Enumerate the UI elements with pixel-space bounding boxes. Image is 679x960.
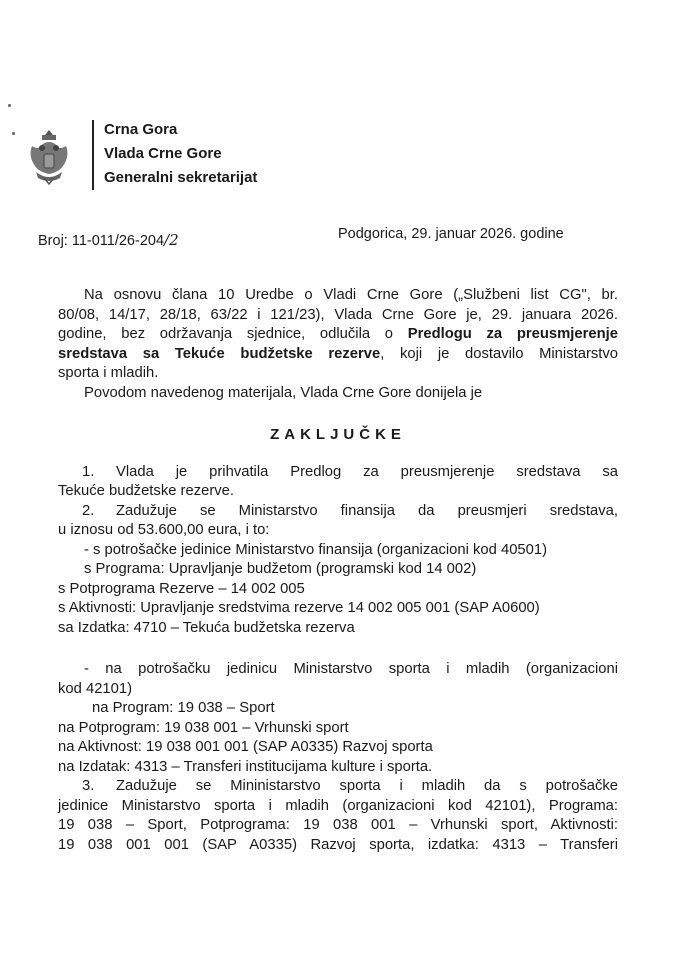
intro-text: godine, bez održavanja sjednice, odlučila o xyxy=(58,326,408,342)
intro-bold-text: Predlogu za preusmjerenje xyxy=(407,326,618,342)
intro-line xyxy=(58,345,618,365)
item-2-number: 2. xyxy=(82,502,95,519)
item-3-line xyxy=(58,777,618,797)
item-2-line: - na potrošačku jedinicu Ministarstvo sporta i mladih (organizacioni xyxy=(84,661,618,677)
intro-text: , koji je dostavilo Ministarstvo xyxy=(380,345,619,362)
intro-line: sporta i mladih. xyxy=(58,365,159,381)
item-2-line: s Aktivnosti: Upravljanje sredstvima rezerve 14 002 005 001 (SAP A0600) xyxy=(58,600,540,616)
item-3-line: 19 038 – Sport, Potprograma: 19 038 001 – Vrhunski sport, Aktivnosti: xyxy=(58,817,618,833)
header-government: Vlada Crne Gore xyxy=(104,145,222,162)
item-2-text: Zadužuje se Ministarstvo finansija da preusmjeri sredstava, xyxy=(116,502,618,519)
item-1-text: Vlada je prihvatila Predlog za preusmjerenje sredstava sa xyxy=(116,463,618,480)
coat-of-arms-icon xyxy=(26,128,72,186)
header-divider xyxy=(92,120,94,190)
item-2-line: u iznosu od 53.600,00 eura, i to: xyxy=(58,522,270,538)
spacer xyxy=(58,638,618,660)
item-2-line: na Aktivnost: 19 038 001 001 (SAP A0335) Razvoj sporta xyxy=(58,739,433,755)
item-1-number: 1. xyxy=(82,463,95,480)
scan-speck xyxy=(8,104,11,107)
item-3-line: jedinice Ministarstvo sporta i mladih (organizacioni kod 42101), Programa: xyxy=(58,797,618,814)
institution-header xyxy=(104,118,257,190)
item-1-line xyxy=(58,463,618,483)
document-body xyxy=(58,286,618,855)
header-secretariat: Generalni sekretarijat xyxy=(104,169,258,186)
item-3-line: 19 038 001 001 (SAP A0335) Razvoj sporta, izdatka: 4313 – Transferi xyxy=(58,836,618,853)
header-country: Crna Gora xyxy=(104,121,178,138)
item-2-line: s Programa: Upravljanje budžetom (programski kod 14 002) xyxy=(84,561,477,577)
item-2-line: - s potrošačke jedinice Ministarstvo finansija (organizacioni kod 40501) xyxy=(84,541,548,558)
item-2-line: sa Izdatka: 4710 – Tekuća budžetska rezerva xyxy=(58,619,355,636)
conclusions-title: ZAKLJUČKE xyxy=(270,426,406,443)
intro-line: 80/08, 14/17, 28/18, 63/22 i 121/23), Vlada Crne Gore je, 29. januara 2026. xyxy=(58,306,618,323)
intro-line: Povodom navedenog materijala, Vlada Crne Gore donijela je xyxy=(84,384,483,401)
scan-speck xyxy=(12,132,15,135)
item-3-number: 3. xyxy=(82,778,95,794)
item-2-line: s Potprograma Rezerve – 14 002 005 xyxy=(58,580,305,597)
intro-line xyxy=(58,325,618,345)
reference-number xyxy=(38,231,179,249)
intro-line: Na osnovu člana 10 Uredbe o Vladi Crne Gore („Službeni list CG", br. xyxy=(84,287,618,303)
reference-number-printed: Broj: 11-011/26-204 xyxy=(38,233,165,249)
item-1-line: Tekuće budžetske rezerve. xyxy=(58,483,235,499)
item-2-line: na Program: 19 038 – Sport xyxy=(92,700,275,716)
reference-number-handwritten: /2 xyxy=(164,231,179,249)
item-3-text: Zadužuje se Mininistarstvo sporta i mladih da s potrošačke xyxy=(116,778,618,794)
item-2-line xyxy=(58,502,618,522)
item-2-line: kod 42101) xyxy=(58,680,133,697)
item-2-line: na Izdatak: 4313 – Transferi institucijama kulture i sporta. xyxy=(58,758,433,775)
intro-bold-text: sredstava sa Tekuće budžetske rezerve xyxy=(58,345,381,362)
item-2-line: na Potprogram: 19 038 001 – Vrhunski sport xyxy=(58,719,349,736)
place-date: Podgorica, 29. januar 2026. godine xyxy=(338,226,564,242)
